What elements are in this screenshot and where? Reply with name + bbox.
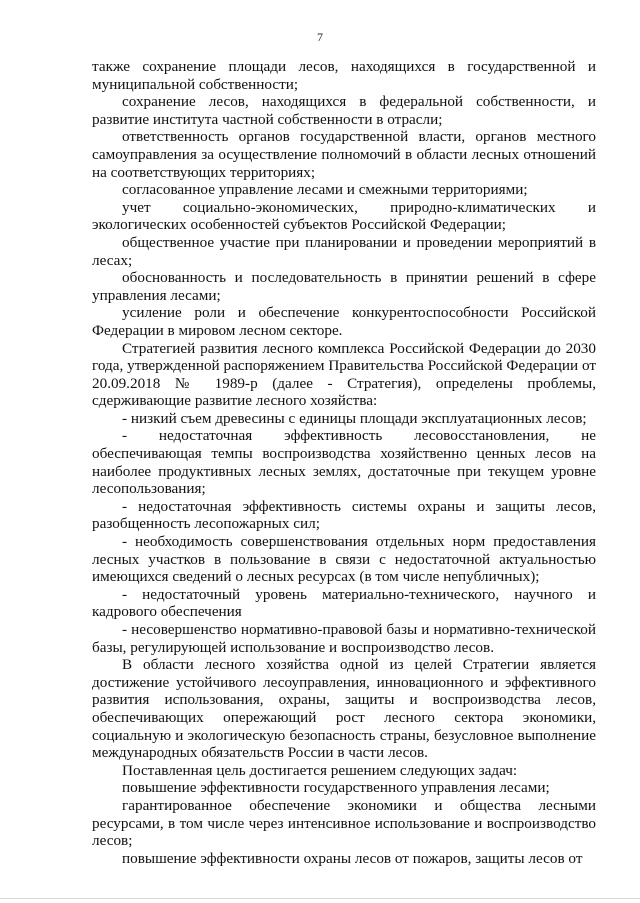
page-bottom-edge bbox=[0, 898, 640, 899]
list-item: - недостаточный уровень материально-технического, научного и кадрового обеспечения bbox=[92, 585, 596, 621]
list-item: - недостаточная эффективность системы охраны и защиты лесов, разобщенность лесопожарных сил; bbox=[92, 497, 596, 533]
paragraph: усиление роли и обеспечение конкурентоспособности Российской Федерации в мировом лесном секторе. bbox=[92, 304, 596, 339]
paragraph: также сохранение площади лесов, находящихся в государственной и муниципальной собственности; bbox=[92, 58, 596, 93]
paragraph: гарантированное обеспечение экономики и общества лесными ресурсами, в том числе через интенсивное использование и воспроизводство лесов; bbox=[92, 796, 596, 850]
paragraph: согласованное управление лесами и смежными территориями; bbox=[122, 181, 528, 199]
paragraph: ответственность органов государственной власти, органов местного самоуправления за осуществление полномочий в области лесных отношений на соответствующих территориях; bbox=[92, 128, 596, 181]
body-text bbox=[92, 58, 596, 867]
paragraph: В области лесного хозяйства одной из целей Стратегии является достижение устойчивого лесоуправления, инновационного и эффективного развития использования, охраны, защиты и воспроизводства лесов, обеспечивающих опережающий рост лесного сектора экономики, социальную и экологическую безопасность страны, безусловное выполнение международных обязательств России в части лесов. bbox=[92, 656, 596, 762]
list-item: - несовершенство нормативно-правовой базы и нормативно-технической базы, регулирующей использование и воспроизводство лесов. bbox=[92, 621, 596, 656]
paragraph: повышение эффективности государственного управления лесами; bbox=[122, 779, 550, 797]
paragraph: обоснованность и последовательность в принятии решений в сфере управления лесами; bbox=[92, 269, 596, 304]
list-item: - низкий съем древесины с единицы площади эксплуатационных лесов; bbox=[122, 409, 587, 427]
list-item: - необходимость совершенствования отдельных норм предоставления лесных участков в пользование в связи с недостаточной актуальностью имеющихся сведений о лесных ресурсах (в том числе непубличных); bbox=[92, 533, 596, 586]
paragraph: общественное участие при планировании и проведении мероприятий в лесах; bbox=[92, 233, 596, 269]
paragraph: Стратегией развития лесного комплекса Российской Федерации до 2030 года, утвержденной распоряжением Правительства Российской Федерации от 20.09.2018 № 1989-р (далее - Стратегия), определены проблемы, сдерживающие развитие лесного хозяйства: bbox=[92, 339, 596, 410]
list-item: - недостаточная эффективность лесовосстановления, не обеспечивающая темпы воспроизводства хозяйственно ценных лесов на наиболее продуктивных лесных землях, достаточные при текущем уровне лесопользования; bbox=[92, 427, 596, 498]
paragraph: учет социально-экономических, природно-климатических и экологических особенностей субъектов Российской Федерации; bbox=[92, 198, 596, 234]
page-number: 7 bbox=[317, 30, 323, 44]
paragraph: Поставленная цель достигается решением следующих задач: bbox=[122, 761, 518, 779]
paragraph: повышение эффективности охраны лесов от пожаров, защиты лесов от bbox=[122, 849, 583, 867]
paragraph: сохранение лесов, находящихся в федеральной собственности, и развитие института частной собственности в отрасли; bbox=[92, 93, 596, 128]
